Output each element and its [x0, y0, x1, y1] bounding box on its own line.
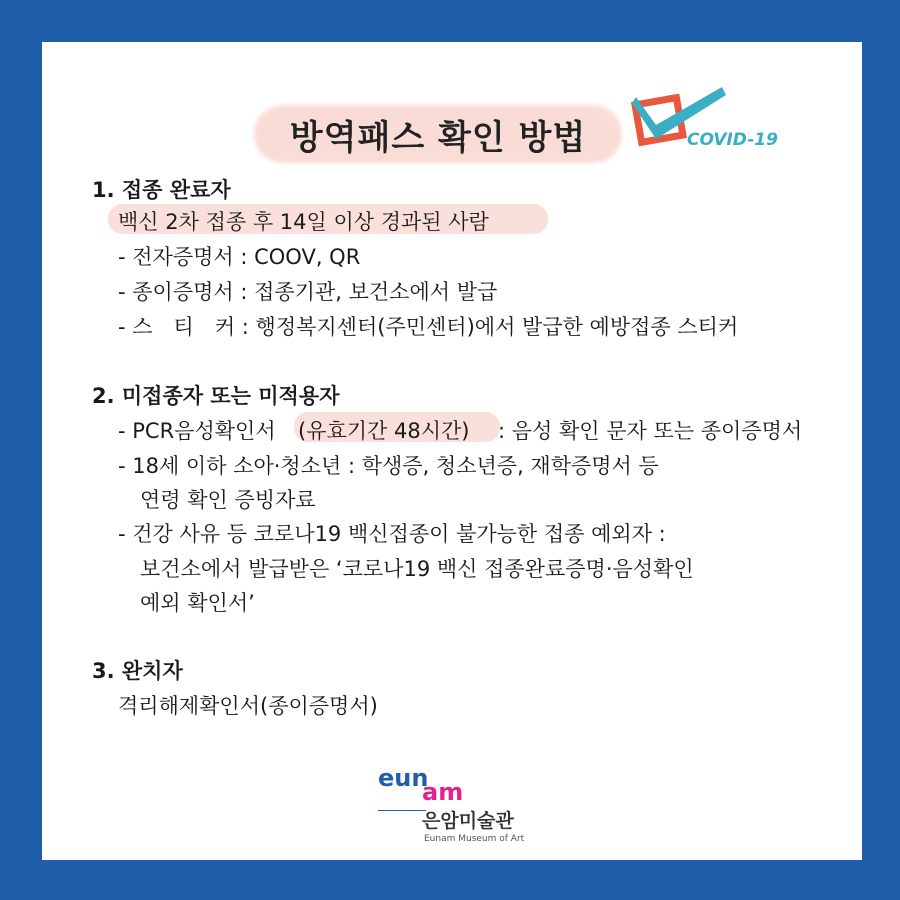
logo-eun: eun	[378, 764, 429, 792]
page-title: 방역패스 확인 방법	[289, 117, 587, 158]
section-1-heading: 1. 접종 완료자	[92, 178, 231, 202]
section-2-line-highlight: (유효기간 48시간)	[298, 419, 470, 443]
logo-divider	[378, 810, 426, 811]
section-1-line: 백신 2차 접종 후 14일 이상 경과된 사람	[118, 210, 489, 234]
notice-card	[42, 42, 862, 860]
section-2-line: 예외 확인서’	[140, 591, 255, 615]
section-1-line: - 전자증명서 : COOV, QR	[118, 245, 361, 269]
section-3-heading: 3. 완치자	[92, 659, 183, 683]
section-2-line: : 음성 확인 문자 또는 종이증명서	[498, 419, 803, 443]
section-2-line: 연령 확인 증빙자료	[140, 488, 316, 512]
checkbox-check-icon	[630, 87, 780, 167]
museum-logo	[378, 764, 568, 854]
museum-name-korean: 은암미술관	[422, 810, 514, 832]
section-2-line: - 18세 이하 소아·청소년 : 학생증, 청소년증, 재학증명서 등	[118, 454, 659, 478]
covid-badge-text: COVID-19	[687, 130, 778, 150]
logo-am: am	[422, 778, 464, 806]
museum-name-english: Eunam Museum of Art	[424, 834, 525, 844]
section-1-line: - 종이증명서 : 접종기관, 보건소에서 발급	[118, 280, 498, 304]
section-2-line: - 건강 사유 등 코로나19 백신접종이 불가능한 접종 예외자 :	[118, 522, 666, 546]
section-1-line: - 스 티 커 : 행정복지센터(주민센터)에서 발급한 예방접종 스티커	[118, 315, 739, 339]
section-3-line: 격리해제확인서(종이증명서)	[118, 694, 378, 718]
section-2-line: - PCR음성확인서	[118, 419, 276, 443]
section-2-heading: 2. 미접종자 또는 미적용자	[92, 384, 340, 408]
section-2-line: 보건소에서 발급받은 ‘코로나19 백신 접종완료증명·음성확인	[140, 557, 694, 581]
title-block	[254, 97, 622, 171]
